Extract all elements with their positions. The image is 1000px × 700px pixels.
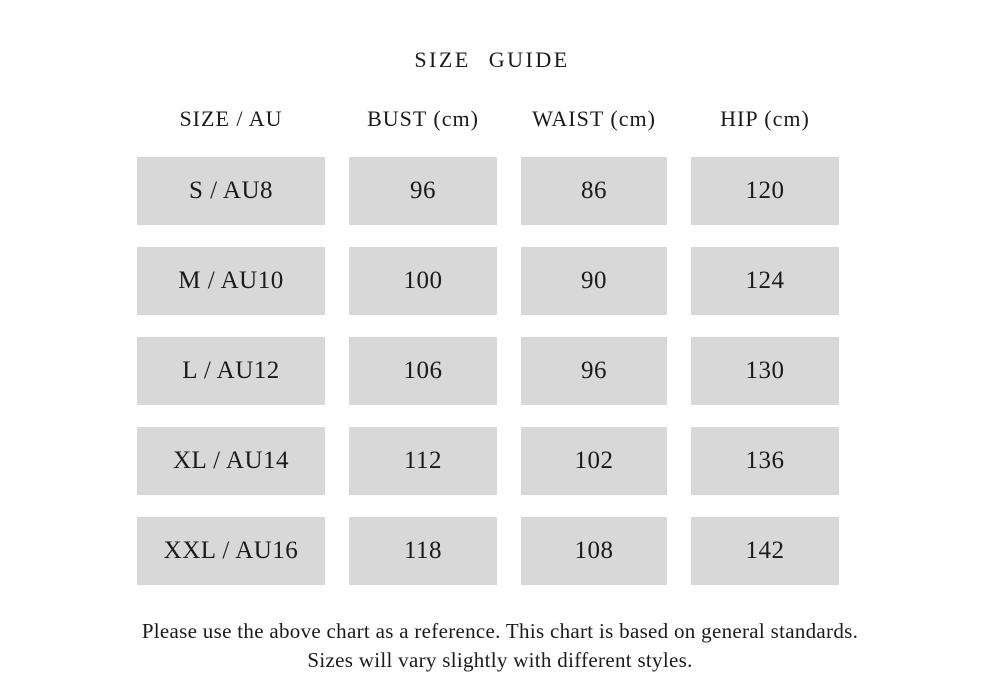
waist-cell: 102	[521, 427, 667, 495]
footer-line-1: Please use the above chart as a reference. This chart is based on general standards.	[141, 619, 859, 643]
bust-cell: 112	[349, 427, 497, 495]
bust-cell: 96	[349, 157, 497, 225]
page-title: SIZE GUIDE	[414, 47, 570, 72]
size-cell: XXL / AU16	[137, 517, 325, 585]
footer-line-2: Sizes will vary slightly with different styles.	[307, 648, 693, 672]
column-header-bust: BUST (cm)	[367, 106, 479, 131]
column-header-hip: HIP (cm)	[720, 106, 810, 131]
waist-cell: 108	[521, 517, 667, 585]
waist-cell: 90	[521, 247, 667, 315]
column-header-waist: WAIST (cm)	[532, 106, 656, 131]
bust-cell: 106	[349, 337, 497, 405]
waist-cell: 86	[521, 157, 667, 225]
waist-cell: 96	[521, 337, 667, 405]
hip-cell: 124	[691, 247, 839, 315]
column-header-size: SIZE / AU	[179, 106, 283, 131]
hip-cell: 142	[691, 517, 839, 585]
footer-note	[0, 617, 1000, 675]
size-cell: XL / AU14	[137, 427, 325, 495]
hip-cell: 120	[691, 157, 839, 225]
bust-cell: 118	[349, 517, 497, 585]
bust-cell: 100	[349, 247, 497, 315]
size-cell: S / AU8	[137, 157, 325, 225]
hip-cell: 136	[691, 427, 839, 495]
size-cell: M / AU10	[137, 247, 325, 315]
size-cell: L / AU12	[137, 337, 325, 405]
size-table	[137, 103, 839, 585]
hip-cell: 130	[691, 337, 839, 405]
